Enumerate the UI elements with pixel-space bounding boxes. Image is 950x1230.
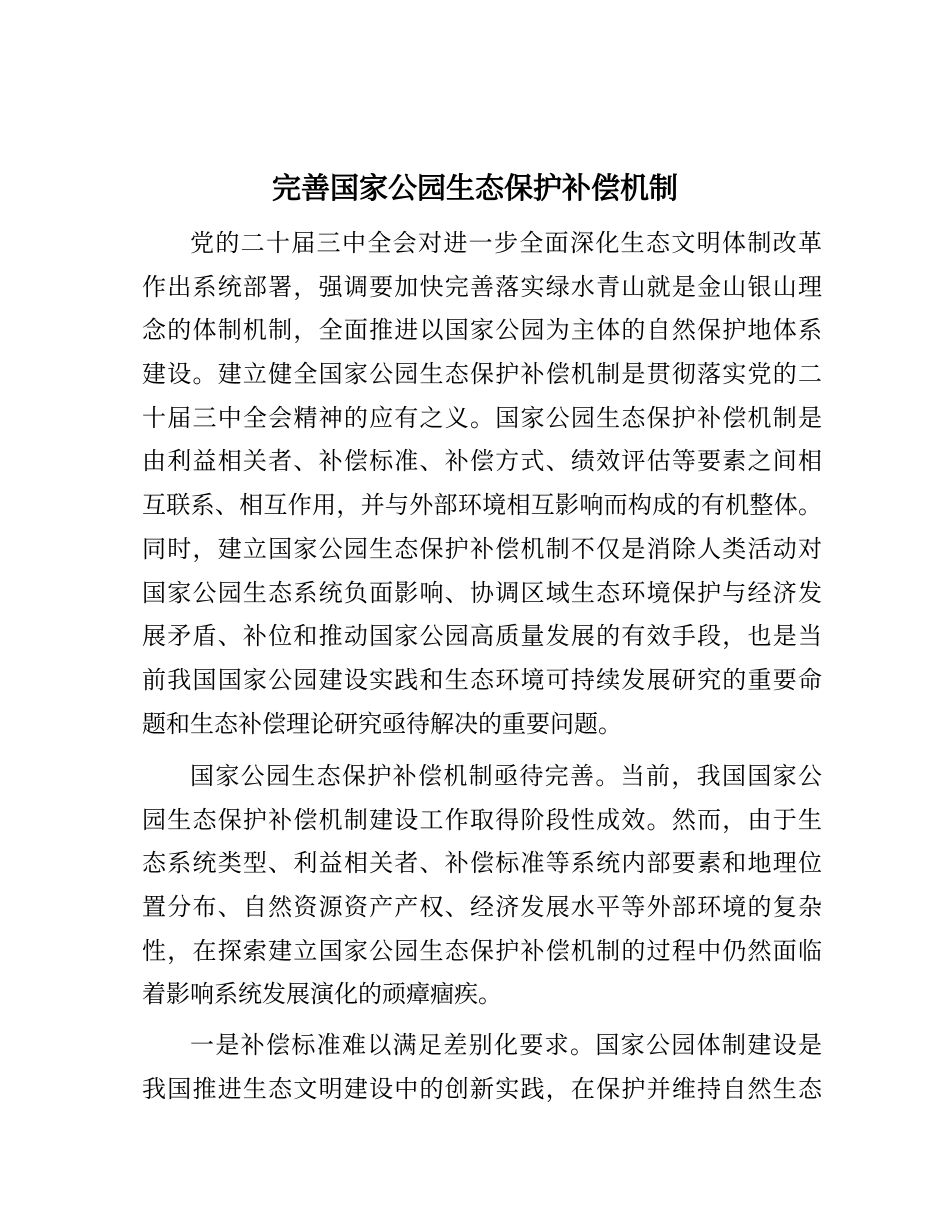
paragraph-line: 态系统类型、利益相关者、补偿标准等系统内部要素和地理位 [142,849,822,878]
paragraph-line: 一是补偿标准难以满足差别化要求。国家公园体制建设是 [190,1031,822,1059]
paragraph-line: 建设。建立健全国家公园生态保护补偿机制是贯彻落实党的二 [142,360,822,389]
paragraph-line: 置分布、自然资源资产产权、经济发展水平等外部环境的复杂 [142,893,822,922]
paragraph-line: 我国推进生态文明建设中的创新实践，在保护并维持自然生态 [142,1074,822,1103]
paragraph-line: 性，在探索建立国家公园生态保护补偿机制的过程中仍然面临 [142,936,822,965]
paragraph-line: 国家公园生态系统负面影响、协调区域生态环境保护与经济发 [142,578,822,607]
paragraph-line: 园生态保护补偿机制建设工作取得阶段性成效。然而，由于生 [142,805,822,834]
paragraph-line: 展矛盾、补位和推动国家公园高质量发展的有效手段，也是当 [142,622,822,651]
paragraph-line: 十届三中全会精神的应有之义。国家公园生态保护补偿机制是 [142,403,822,432]
paragraph-line: 国家公园生态保护补偿机制亟待完善。当前，我国国家公 [190,762,822,790]
paragraph-line: 党的二十届三中全会对进一步全面深化生态文明体制改革 [190,229,822,257]
paragraph-line: 前我国国家公园建设实践和生态环境可持续发展研究的重要命 [142,665,822,694]
paragraph-line: 着影响系统发展演化的顽瘴痼疾。 [142,980,502,1009]
paragraph-line: 由利益相关者、补偿标准、补偿方式、绩效评估等要素之间相 [142,447,822,476]
paragraph-line: 念的体制机制，全面推进以国家公园为主体的自然保护地体系 [142,316,822,345]
paragraph-intro [142,222,822,746]
paragraph-status [142,755,822,1017]
paragraph-line: 互联系、相互作用，并与外部环境相互影响而构成的有机整体。 [142,491,822,520]
document-title: 完善国家公园生态保护补偿机制 [271,171,678,205]
paragraph-point-one [142,1024,822,1111]
paragraph-line: 作出系统部署，强调要加快完善落实绿水青山就是金山银山理 [142,272,822,301]
paragraph-line: 题和生态补偿理论研究亟待解决的重要问题。 [142,709,622,738]
paragraph-line: 同时，建立国家公园生态保护补偿机制不仅是消除人类活动对 [142,534,822,563]
